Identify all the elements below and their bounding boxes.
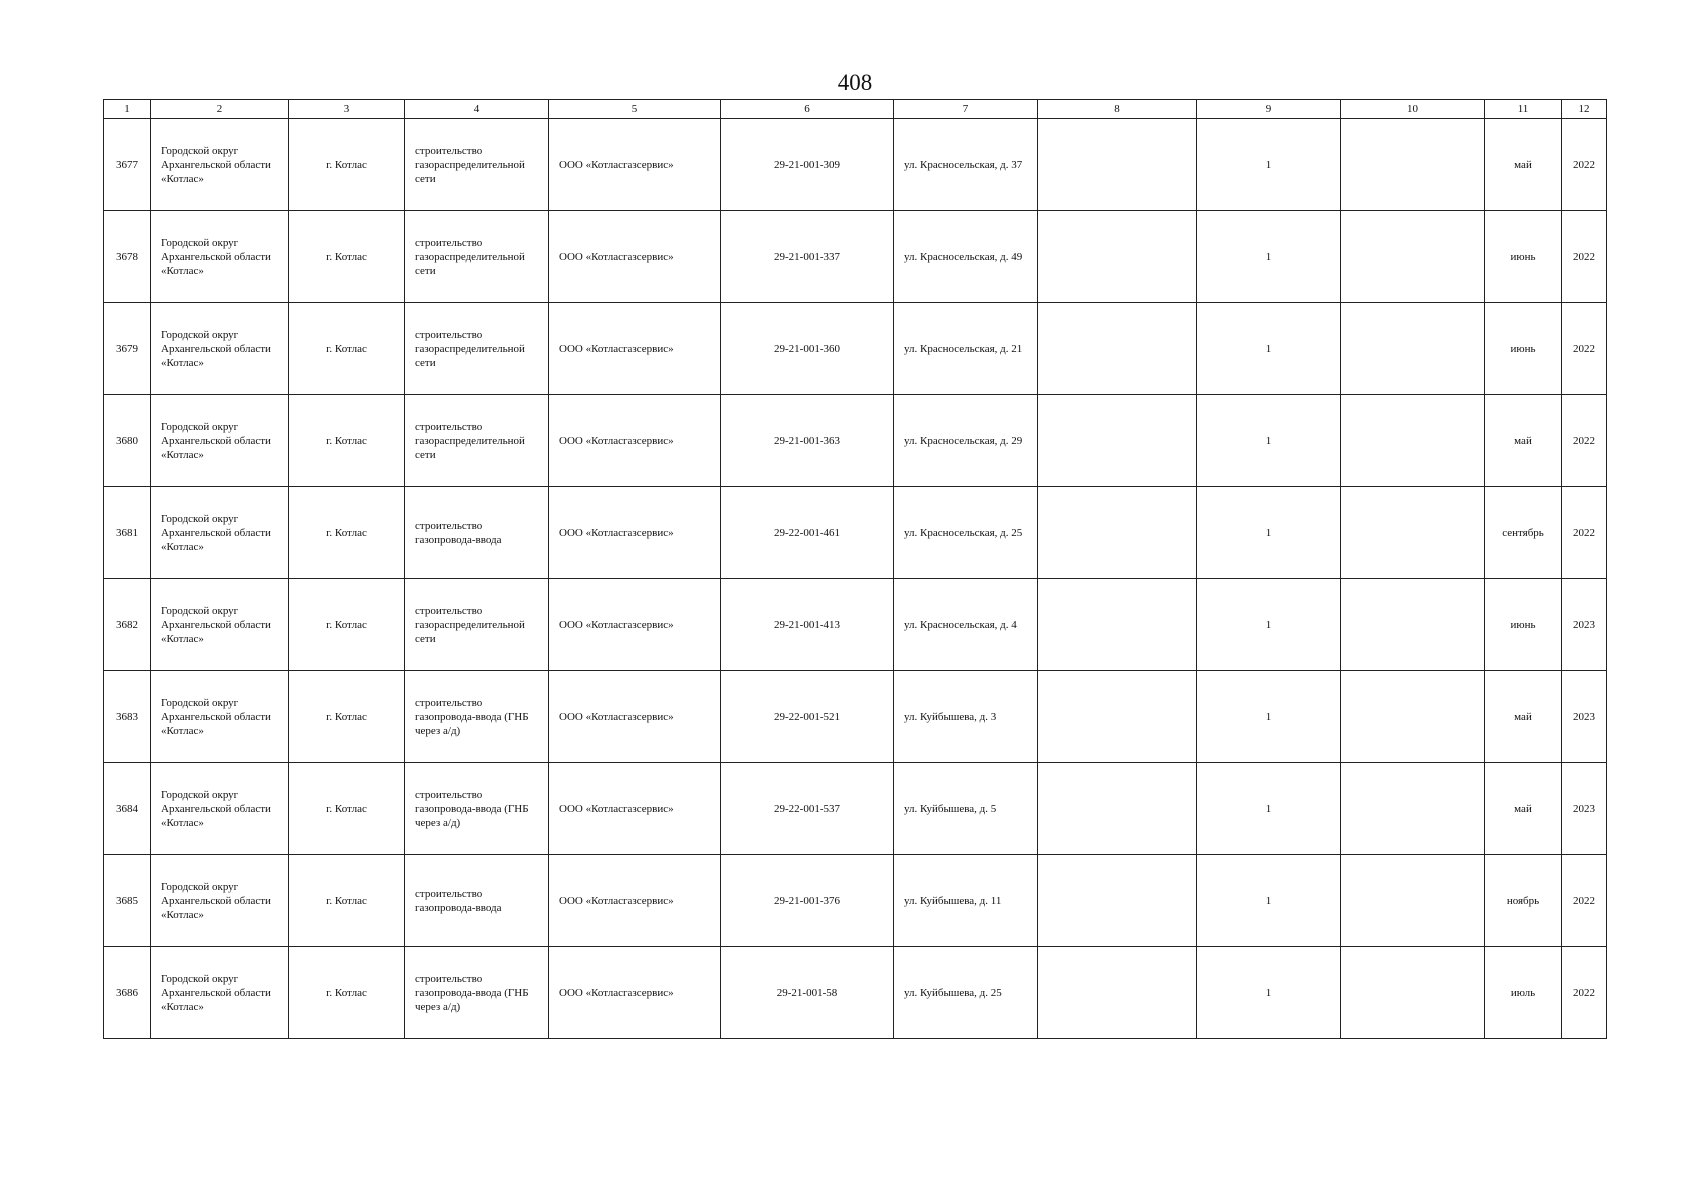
object-code-cell: 29-21-001-376	[721, 855, 894, 947]
month-cell: июнь	[1485, 579, 1562, 671]
organization-cell: ООО «Котласгазсервис»	[549, 211, 721, 303]
object-code-cell: 29-21-001-360	[721, 303, 894, 395]
row-number: 3683	[104, 671, 151, 763]
quantity-cell: 1	[1197, 671, 1341, 763]
row-number: 3681	[104, 487, 151, 579]
work-type-cell: строительство газораспределительной сети	[405, 395, 549, 487]
work-type-cell: строительство газопровода-ввода	[405, 487, 549, 579]
month-cell: ноябрь	[1485, 855, 1562, 947]
column-10-cell	[1341, 671, 1485, 763]
quantity-cell: 1	[1197, 211, 1341, 303]
table-row	[104, 763, 1607, 855]
column-10-cell	[1341, 395, 1485, 487]
column-10-cell	[1341, 303, 1485, 395]
year-cell: 2023	[1562, 763, 1607, 855]
column-header-12: 12	[1562, 100, 1607, 119]
year-cell: 2022	[1562, 303, 1607, 395]
column-8-cell	[1038, 487, 1197, 579]
column-10-cell	[1341, 579, 1485, 671]
municipality-cell: Городской округ Архангельской области «Котлас»	[151, 855, 289, 947]
row-number: 3686	[104, 947, 151, 1039]
column-header-8: 8	[1038, 100, 1197, 119]
locality-cell: г. Котлас	[289, 671, 405, 763]
municipality-cell: Городской округ Архангельской области «Котлас»	[151, 487, 289, 579]
table-row	[104, 211, 1607, 303]
year-cell: 2022	[1562, 395, 1607, 487]
organization-cell: ООО «Котласгазсервис»	[549, 395, 721, 487]
municipality-cell: Городской округ Архангельской области «Котлас»	[151, 579, 289, 671]
column-number-row	[104, 100, 1607, 119]
column-8-cell	[1038, 671, 1197, 763]
column-header-9: 9	[1197, 100, 1341, 119]
column-header-10: 10	[1341, 100, 1485, 119]
month-cell: июнь	[1485, 303, 1562, 395]
work-type-cell: строительство газопровода-ввода	[405, 855, 549, 947]
table-row	[104, 119, 1607, 211]
organization-cell: ООО «Котласгазсервис»	[549, 579, 721, 671]
page-number: 408	[837, 70, 873, 95]
registry-table	[103, 99, 1607, 1039]
column-header-4: 4	[405, 100, 549, 119]
organization-cell: ООО «Котласгазсервис»	[549, 763, 721, 855]
municipality-cell: Городской округ Архангельской области «Котлас»	[151, 211, 289, 303]
object-code-cell: 29-21-001-337	[721, 211, 894, 303]
column-8-cell	[1038, 395, 1197, 487]
quantity-cell: 1	[1197, 947, 1341, 1039]
column-header-1: 1	[104, 100, 151, 119]
row-number: 3680	[104, 395, 151, 487]
table-row	[104, 395, 1607, 487]
quantity-cell: 1	[1197, 763, 1341, 855]
year-cell: 2022	[1562, 119, 1607, 211]
organization-cell: ООО «Котласгазсервис»	[549, 855, 721, 947]
row-number: 3679	[104, 303, 151, 395]
year-cell: 2022	[1562, 487, 1607, 579]
locality-cell: г. Котлас	[289, 855, 405, 947]
work-type-cell: строительство газораспределительной сети	[405, 579, 549, 671]
work-type-cell: строительство газопровода-ввода (ГНБ через а/д)	[405, 671, 549, 763]
month-cell: сентябрь	[1485, 487, 1562, 579]
organization-cell: ООО «Котласгазсервис»	[549, 947, 721, 1039]
year-cell: 2022	[1562, 855, 1607, 947]
quantity-cell: 1	[1197, 579, 1341, 671]
column-10-cell	[1341, 947, 1485, 1039]
locality-cell: г. Котлас	[289, 947, 405, 1039]
column-8-cell	[1038, 119, 1197, 211]
organization-cell: ООО «Котласгазсервис»	[549, 303, 721, 395]
work-type-cell: строительство газораспределительной сети	[405, 119, 549, 211]
table-row	[104, 579, 1607, 671]
address-cell: ул. Куйбышева, д. 3	[894, 671, 1038, 763]
column-8-cell	[1038, 579, 1197, 671]
quantity-cell: 1	[1197, 303, 1341, 395]
work-type-cell: строительство газопровода-ввода (ГНБ через а/д)	[405, 763, 549, 855]
column-header-11: 11	[1485, 100, 1562, 119]
municipality-cell: Городской округ Архангельской области «Котлас»	[151, 671, 289, 763]
locality-cell: г. Котлас	[289, 487, 405, 579]
column-8-cell	[1038, 303, 1197, 395]
address-cell: ул. Красносельская, д. 49	[894, 211, 1038, 303]
organization-cell: ООО «Котласгазсервис»	[549, 119, 721, 211]
municipality-cell: Городской округ Архангельской области «Котлас»	[151, 303, 289, 395]
address-cell: ул. Куйбышева, д. 25	[894, 947, 1038, 1039]
column-10-cell	[1341, 119, 1485, 211]
quantity-cell: 1	[1197, 487, 1341, 579]
month-cell: май	[1485, 763, 1562, 855]
column-header-5: 5	[549, 100, 721, 119]
row-number: 3677	[104, 119, 151, 211]
row-number: 3682	[104, 579, 151, 671]
locality-cell: г. Котлас	[289, 395, 405, 487]
column-10-cell	[1341, 855, 1485, 947]
municipality-cell: Городской округ Архангельской области «Котлас»	[151, 947, 289, 1039]
year-cell: 2023	[1562, 579, 1607, 671]
column-10-cell	[1341, 763, 1485, 855]
quantity-cell: 1	[1197, 119, 1341, 211]
municipality-cell: Городской округ Архангельской области «Котлас»	[151, 119, 289, 211]
table-row	[104, 947, 1607, 1039]
municipality-cell: Городской округ Архангельской области «Котлас»	[151, 395, 289, 487]
work-type-cell: строительство газораспределительной сети	[405, 303, 549, 395]
object-code-cell: 29-22-001-537	[721, 763, 894, 855]
organization-cell: ООО «Котласгазсервис»	[549, 671, 721, 763]
column-8-cell	[1038, 947, 1197, 1039]
object-code-cell: 29-21-001-363	[721, 395, 894, 487]
column-10-cell	[1341, 211, 1485, 303]
locality-cell: г. Котлас	[289, 579, 405, 671]
column-header-2: 2	[151, 100, 289, 119]
address-cell: ул. Красносельская, д. 21	[894, 303, 1038, 395]
month-cell: май	[1485, 395, 1562, 487]
table-row	[104, 671, 1607, 763]
address-cell: ул. Куйбышева, д. 11	[894, 855, 1038, 947]
address-cell: ул. Красносельская, д. 4	[894, 579, 1038, 671]
work-type-cell: строительство газораспределительной сети	[405, 211, 549, 303]
row-number: 3685	[104, 855, 151, 947]
locality-cell: г. Котлас	[289, 763, 405, 855]
address-cell: ул. Красносельская, д. 25	[894, 487, 1038, 579]
quantity-cell: 1	[1197, 855, 1341, 947]
table-body	[104, 119, 1607, 1039]
address-cell: ул. Красносельская, д. 37	[894, 119, 1038, 211]
work-type-cell: строительство газопровода-ввода (ГНБ через а/д)	[405, 947, 549, 1039]
organization-cell: ООО «Котласгазсервис»	[549, 487, 721, 579]
table-row	[104, 303, 1607, 395]
object-code-cell: 29-22-001-521	[721, 671, 894, 763]
row-number: 3678	[104, 211, 151, 303]
locality-cell: г. Котлас	[289, 303, 405, 395]
year-cell: 2022	[1562, 211, 1607, 303]
column-8-cell	[1038, 855, 1197, 947]
table-row	[104, 487, 1607, 579]
address-cell: ул. Куйбышева, д. 5	[894, 763, 1038, 855]
table-row	[104, 855, 1607, 947]
column-8-cell	[1038, 211, 1197, 303]
locality-cell: г. Котлас	[289, 119, 405, 211]
year-cell: 2022	[1562, 947, 1607, 1039]
row-number: 3684	[104, 763, 151, 855]
month-cell: июль	[1485, 947, 1562, 1039]
column-10-cell	[1341, 487, 1485, 579]
locality-cell: г. Котлас	[289, 211, 405, 303]
municipality-cell: Городской округ Архангельской области «Котлас»	[151, 763, 289, 855]
month-cell: май	[1485, 671, 1562, 763]
column-header-6: 6	[721, 100, 894, 119]
object-code-cell: 29-21-001-58	[721, 947, 894, 1039]
year-cell: 2023	[1562, 671, 1607, 763]
object-code-cell: 29-21-001-309	[721, 119, 894, 211]
month-cell: май	[1485, 119, 1562, 211]
object-code-cell: 29-21-001-413	[721, 579, 894, 671]
quantity-cell: 1	[1197, 395, 1341, 487]
month-cell: июнь	[1485, 211, 1562, 303]
column-header-3: 3	[289, 100, 405, 119]
address-cell: ул. Красносельская, д. 29	[894, 395, 1038, 487]
column-header-7: 7	[894, 100, 1038, 119]
column-8-cell	[1038, 763, 1197, 855]
object-code-cell: 29-22-001-461	[721, 487, 894, 579]
